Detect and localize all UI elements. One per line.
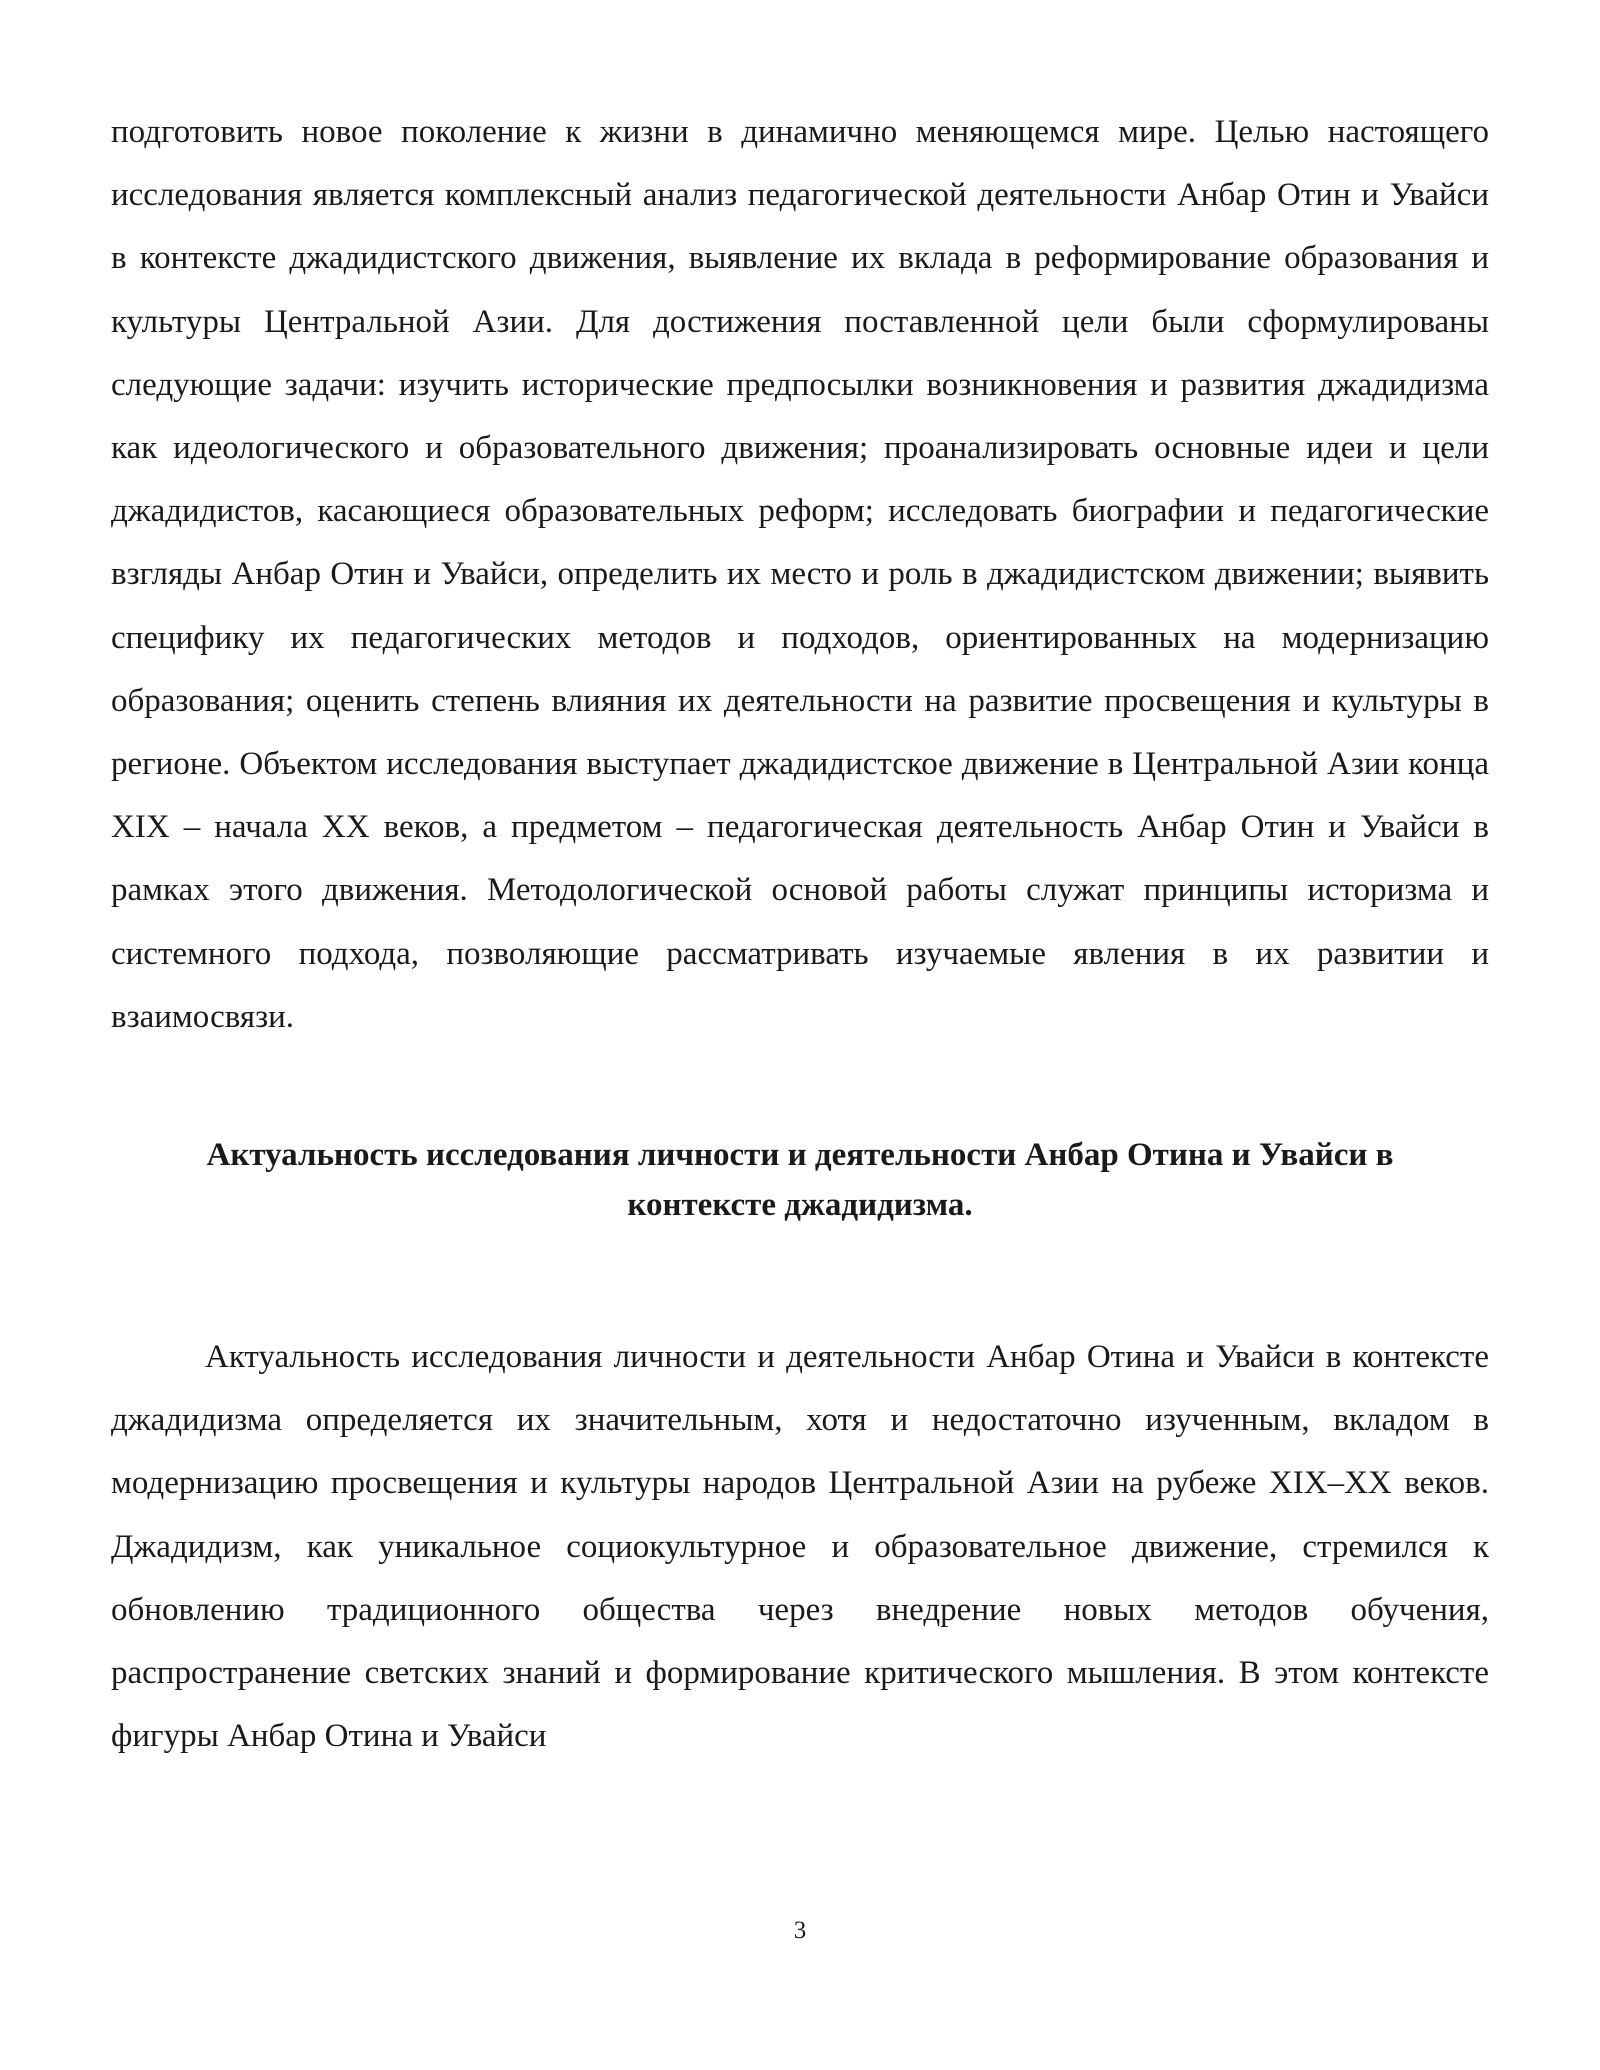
body-paragraph: Актуальность исследования личности и деятельности Анбар Отина и Увайси в контексте джадидизма определяется их значительным, хотя и недостаточно изученным, вкладом в модернизацию просвещения и культуры народов Центральной Азии на рубеже XIX–XX веков. Джадидизм, как уникальное социокультурное и образовательное движение, стремился к обновлению традиционного общества через внедрение новых методов обучения, распространение светских знаний и формирование критического мышления. В этом контексте фигуры Анбар Отина и Увайси xyxy=(111,1339,1489,1755)
section-heading-line-1: Актуальность исследования личности и деятельности Анбар Отина и Увайси в xyxy=(206,1137,1394,1174)
section-heading-line-2: контексте джадидизма. xyxy=(627,1187,973,1224)
body-paragraph-continuation: подготовить новое поколение к жизни в динамично меняющемся мире. Целью настоящего исследования является комплексный анализ педагогической деятельности Анбар Отин и Увайси в контексте джадидистского движения, выявление их вклада в реформирование образования и культуры Центральной Азии. Для достижения поставленной цели были сформулированы следующие задачи: изучить исторические предпосылки возникновения и развития джадидизма как идеологического и образовательного движения; проанализировать основные идеи и цели джадидистов, касающиеся образовательных реформ; исследовать биографии и педагогические взгляды Анбар Отин и Увайси, определить их место и роль в джадидистском движении; выявить специфику их педагогических методов и подходов, ориентированных на модернизацию образования; оценить степень влияния их деятельности на развитие просвещения и культуры в регионе. Объектом исследования выступает джадидистское движение в Центральной Азии конца XIX – начала XX веков, а предметом – педагогическая деятельность Анбар Отин и Увайси в рамках этого движения. Методологической основой работы служат принципы историзма и системного подхода, позволяющие рассматривать изучаемые явления в их развитии и взаимосвязи. xyxy=(111,114,1489,1035)
spacer xyxy=(111,1230,1489,1326)
page-number: 3 xyxy=(793,1917,807,1944)
spacer xyxy=(111,1049,1489,1130)
section-heading xyxy=(111,1130,1489,1230)
page-content xyxy=(111,101,1489,1768)
